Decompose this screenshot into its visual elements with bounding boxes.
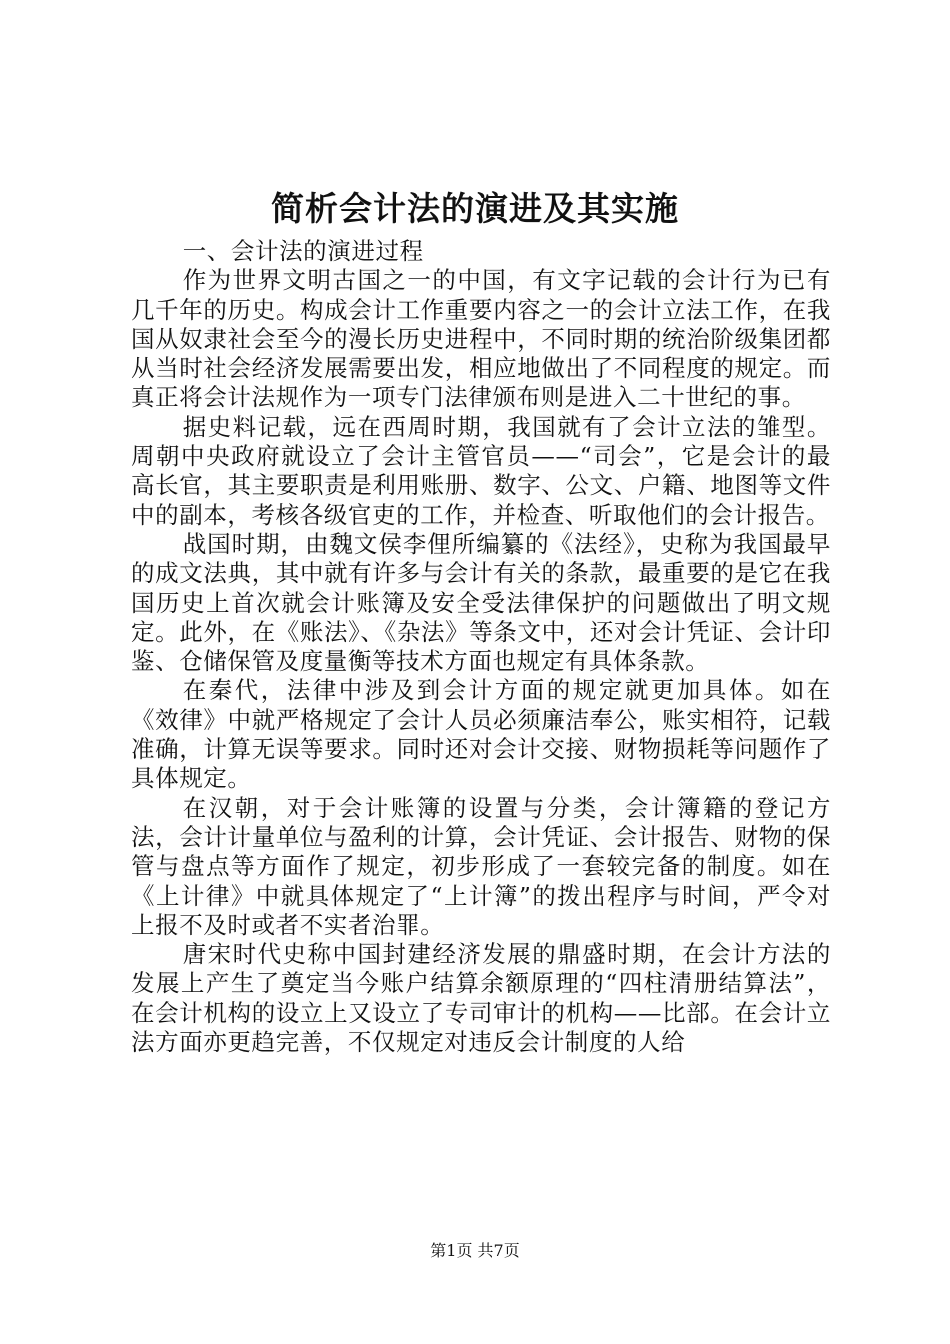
- paragraph: 在秦代，法律中涉及到会计方面的规定就更加具体。如在《效律》中就严格规定了会计人员必须廉洁奉公，账实相符，记载准确，计算无误等要求。同时还对会计交接、财物损耗等问题作了具体规定。: [131, 676, 831, 793]
- paragraph: 唐宋时代史称中国封建经济发展的鼎盛时期，在会计方法的发展上产生了奠定当今账户结算余额原理的“四柱清册结算法”，在会计机构的设立上又设立了专司审计的机构——比部。在会计立法方面亦更趋完善，不仅规定对违反会计制度的人给: [131, 940, 831, 1057]
- paragraph: 据史料记载，远在西周时期，我国就有了会计立法的雏型。周朝中央政府就设立了会计主管官员——“司会”，它是会计的最高长官，其主要职责是利用账册、数字、公文、户籍、地图等文件中的副本，考核各级官吏的工作，并检查、听取他们的会计报告。: [131, 412, 831, 529]
- paragraph: 战国时期，由魏文侯李俚所编纂的《法经》，史称为我国最早的成文法典，其中就有许多与会计有关的条款，最重要的是它在我国历史上首次就会计账簿及安全受法律保护的问题做出了明文规定。此外，在《账法》、《杂法》等条文中，还对会计凭证、会计印鉴、仓储保管及度量衡等技术方面也规定有具体条款。: [131, 529, 831, 676]
- paragraph: 在汉朝，对于会计账簿的设置与分类，会计簿籍的登记方法，会计计量单位与盈利的计算，会计凭证、会计报告、财物的保管与盘点等方面作了规定，初步形成了一套较完备的制度。如在《上计律》中就具体规定了“上计簿”的拨出程序与时间，严令对上报不及时或者不实者治罪。: [131, 793, 831, 939]
- paragraph: 作为世界文明古国之一的中国，有文字记载的会计行为已有几千年的历史。构成会计工作重要内容之一的会计立法工作，在我国从奴隶社会至今的漫长历史进程中，不同时期的统治阶级集团都从当时社会经济发展需要出发，相应地做出了不同程度的规定。而真正将会计法规作为一项专门法律颁布则是进入二十世纪的事。: [131, 266, 831, 412]
- document-body: [131, 237, 831, 1057]
- section-heading: 一、会计法的演进过程: [182, 237, 424, 265]
- page-footer: 第1页 共7页: [430, 1241, 520, 1260]
- document-title: 简析会计法的演进及其实施: [271, 189, 679, 228]
